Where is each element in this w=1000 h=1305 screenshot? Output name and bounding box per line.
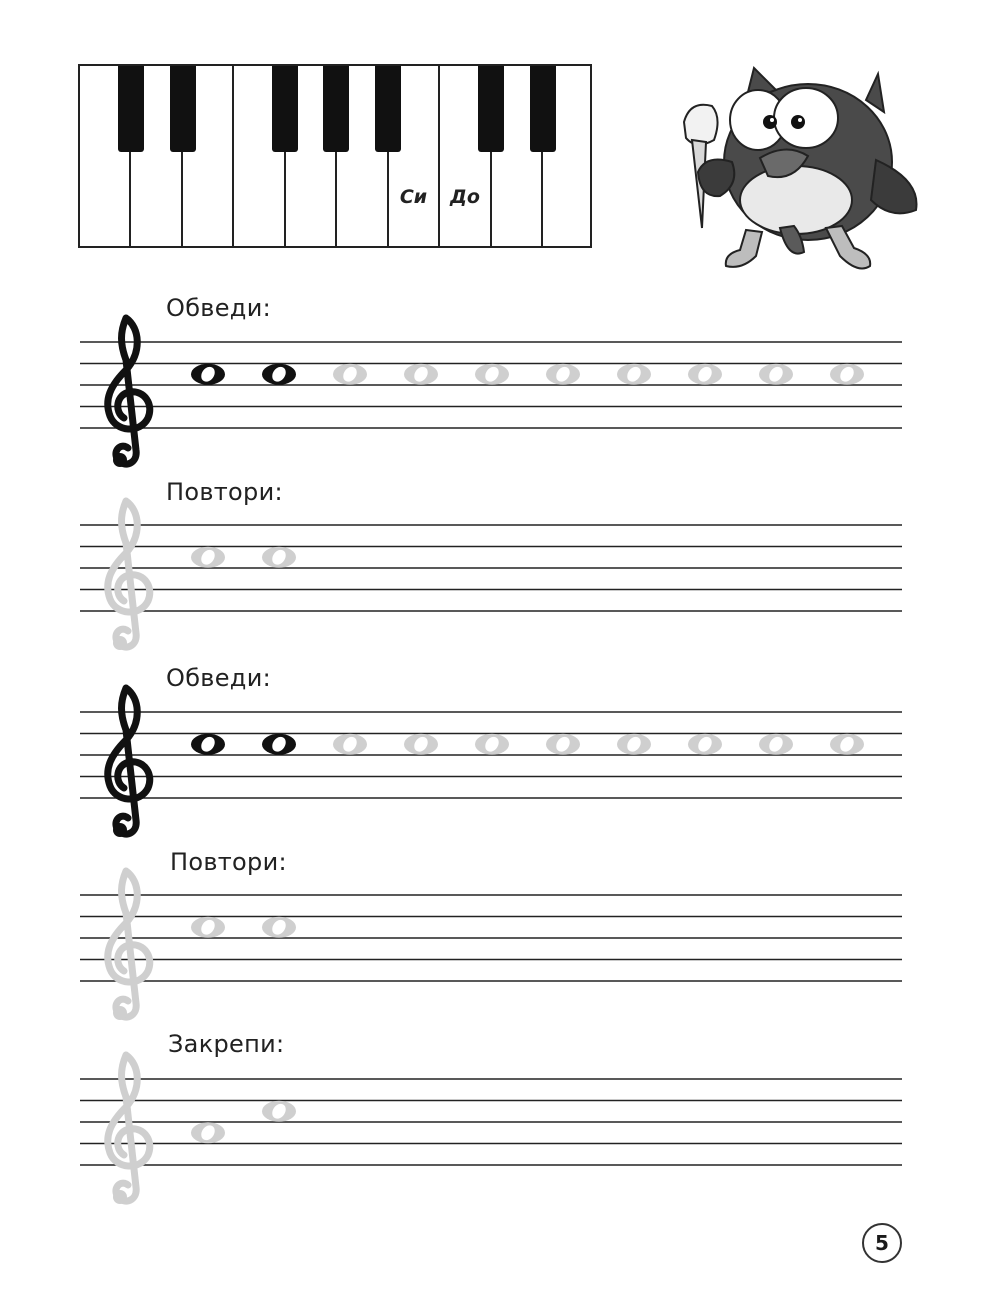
whole-note-icon <box>688 734 722 755</box>
music-staff <box>80 320 902 450</box>
whole-note-icon <box>617 364 651 385</box>
piano-black-key <box>170 66 196 152</box>
whole-note-icon <box>191 1122 225 1143</box>
music-staff <box>80 503 902 633</box>
music-staff <box>80 690 902 820</box>
whole-note-icon <box>262 734 296 755</box>
whole-note-icon <box>404 734 438 755</box>
piano-black-key <box>323 66 349 152</box>
music-staff <box>80 873 902 1003</box>
whole-note-icon <box>546 364 580 385</box>
staff-drawing <box>80 690 902 830</box>
whole-note-icon <box>759 734 793 755</box>
key-label-do: До <box>450 186 480 208</box>
whole-note-icon <box>475 364 509 385</box>
owl-mascot-icon <box>676 60 921 280</box>
whole-note-icon <box>830 364 864 385</box>
piano-black-key <box>272 66 298 152</box>
piano-black-key <box>530 66 556 152</box>
whole-note-icon <box>262 917 296 938</box>
piano-black-key <box>118 66 144 152</box>
section-label-reinforce: Закрепи: <box>168 1030 285 1058</box>
piano-black-key <box>375 66 401 152</box>
key-label-si: Си <box>399 186 428 208</box>
whole-note-icon <box>262 1101 296 1122</box>
staff-drawing <box>80 873 902 1013</box>
treble-clef-icon <box>108 871 150 1020</box>
whole-note-icon <box>191 547 225 568</box>
whole-note-icon <box>617 734 651 755</box>
music-staff <box>80 1057 902 1187</box>
staff-drawing <box>80 320 902 460</box>
whole-note-icon <box>475 734 509 755</box>
whole-note-icon <box>191 364 225 385</box>
whole-note-icon <box>688 364 722 385</box>
staff-drawing <box>80 503 902 643</box>
treble-clef-icon <box>108 501 150 650</box>
whole-note-icon <box>262 364 296 385</box>
whole-note-icon <box>333 734 367 755</box>
piano-black-key <box>478 66 504 152</box>
treble-clef-icon <box>108 688 150 837</box>
whole-note-icon <box>333 364 367 385</box>
staff-drawing <box>80 1057 902 1197</box>
whole-note-icon <box>191 917 225 938</box>
section-label-trace-1: Обведи: <box>166 294 271 322</box>
piano-keyboard <box>78 64 592 248</box>
treble-clef-icon <box>108 318 150 467</box>
section-label-repeat-2: Повтори: <box>170 848 287 876</box>
whole-note-icon <box>546 734 580 755</box>
section-label-repeat-1: Повтори: <box>166 478 283 506</box>
whole-note-icon <box>191 734 225 755</box>
section-label-trace-2: Обведи: <box>166 664 271 692</box>
whole-note-icon <box>404 364 438 385</box>
whole-note-icon <box>759 364 793 385</box>
whole-note-icon <box>262 547 296 568</box>
treble-clef-icon <box>108 1055 150 1204</box>
whole-note-icon <box>830 734 864 755</box>
page-number: 5 <box>862 1223 902 1263</box>
